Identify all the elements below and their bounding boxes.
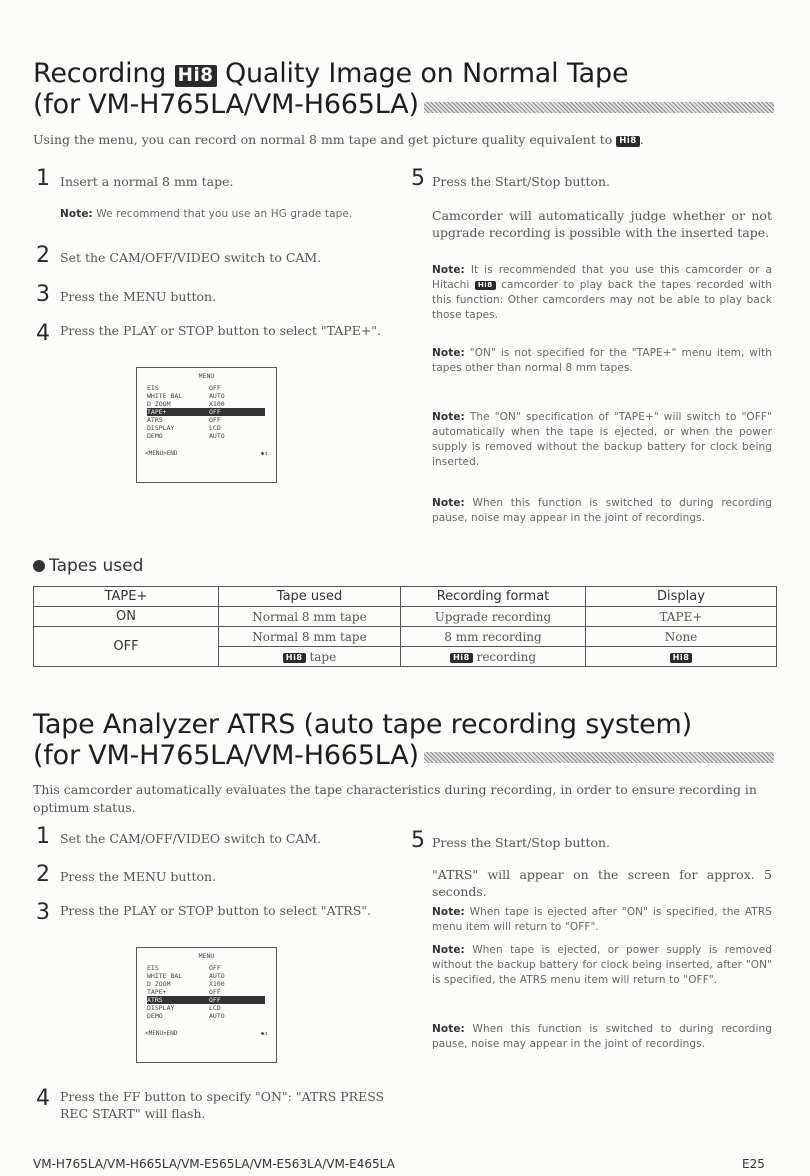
menu-key: DEMO	[147, 1012, 163, 1020]
menu-key: ATRS	[147, 996, 163, 1004]
menu-key: TAPE+	[147, 988, 167, 996]
note-label: Note:	[432, 264, 465, 276]
step-number: 5	[411, 166, 425, 191]
hi8-logo: Hi8	[283, 653, 306, 663]
note-label: Note:	[432, 1023, 465, 1035]
menu-screen	[136, 947, 277, 1063]
menu-key: WHITE BAL	[147, 392, 183, 400]
table-cell: ON	[34, 607, 219, 627]
note-label: Note:	[432, 906, 465, 918]
menu-value: AUTO	[209, 392, 225, 400]
menu-value: X100	[209, 400, 225, 408]
step-number: 1	[36, 824, 50, 849]
note-label: Note:	[432, 944, 465, 956]
cell-text: tape	[309, 649, 337, 664]
menu-row	[147, 400, 265, 408]
table-cell: TAPE+	[586, 607, 777, 627]
tapes-table	[33, 586, 777, 667]
table-cell: None	[586, 627, 777, 647]
footer-models: VM-H765LA/VM-H665LA/VM-E565LA/VM-E563LA/VM-E465LA	[33, 1157, 395, 1171]
note	[432, 905, 772, 935]
section1-intro	[33, 131, 778, 149]
table-cell: Upgrade recording	[401, 607, 586, 627]
table-cell: OFF	[34, 627, 219, 667]
menu-value: OFF	[209, 384, 221, 392]
step-text: Press the FF button to specify "ON": "ATRS PRESS REC START" will flash.	[60, 1089, 385, 1121]
hi8-logo: Hi8	[670, 653, 693, 663]
menu-value: AUTO	[209, 432, 225, 440]
menu-value: OFF	[209, 408, 221, 416]
note	[432, 346, 772, 376]
note	[432, 1022, 772, 1052]
title-text: Quality Image on Normal Tape	[216, 58, 629, 89]
menu-value: OFF	[209, 964, 221, 972]
menu-footer-left: <MENU>END	[145, 450, 178, 457]
menu-row	[147, 432, 265, 440]
hi8-logo: Hi8	[175, 65, 217, 87]
menu-value: LCD	[209, 424, 221, 432]
note-text: When this function is switched to during recording pause, noise may appear in the joint of recordings.	[432, 1023, 772, 1050]
tapes-used-heading	[33, 556, 143, 576]
note-text: camcorder to play back the tapes recorded with this function: Other camcorders may not be able to play back those tapes.	[432, 279, 772, 321]
menu-title: MENU	[198, 372, 215, 380]
note-text: When this function is switched to during recording pause, noise may appear in the joint of recordings.	[432, 497, 772, 524]
section2-intro: This camcorder automatically evaluates the tape characteristics during recording, in order to ensure recording in optimum status.	[33, 782, 757, 815]
menu-row	[147, 988, 265, 996]
menu-screen	[136, 367, 277, 483]
step-number: 2	[36, 862, 50, 887]
step-number: 5	[411, 828, 425, 853]
table-row	[34, 607, 777, 627]
menu-key: D ZOOM	[147, 400, 171, 408]
step-text: Press the Start/Stop button.	[432, 174, 611, 189]
table-cell	[401, 647, 586, 667]
menu-key: EIS	[147, 384, 159, 392]
menu-row	[147, 964, 265, 972]
menu-key: DEMO	[147, 432, 163, 440]
table-header: Tape used	[219, 587, 401, 607]
menu-row	[147, 1012, 265, 1020]
note-text: The "ON" specification of "TAPE+" will switch to "OFF" automatically when the tape is ejected, or when the power supply is removed without the backup battery for clock being inserted.	[432, 411, 772, 468]
section1-title-line2: (for VM-H765LA/VM-H665LA)	[33, 89, 419, 120]
hi8-logo: Hi8	[616, 136, 639, 146]
page-number: E25	[742, 1157, 765, 1171]
menu-value: X100	[209, 980, 225, 988]
title-rule	[424, 752, 774, 763]
step-number: 4	[36, 1086, 50, 1111]
menu-row-selected	[147, 408, 265, 416]
menu-row	[147, 980, 265, 988]
menu-row	[147, 384, 265, 392]
note-label: Note:	[432, 497, 465, 509]
table-cell	[219, 647, 401, 667]
step-text: Press the Start/Stop button.	[432, 835, 611, 850]
hi8-logo: Hi8	[475, 281, 496, 290]
note-text: We recommend that you use an HG grade tape.	[96, 208, 353, 220]
menu-key: DISPLAY	[147, 424, 175, 432]
table-cell: Normal 8 mm tape	[219, 607, 401, 627]
step-text: Insert a normal 8 mm tape.	[60, 174, 234, 189]
table-header: Display	[586, 587, 777, 607]
note	[432, 263, 772, 323]
step-text: Set the CAM/OFF/VIDEO switch to CAM.	[60, 250, 322, 265]
section2-title-line1: Tape Analyzer ATRS (auto tape recording system)	[33, 709, 692, 740]
note	[432, 410, 772, 470]
step-number: 4	[36, 321, 50, 346]
cell-text: recording	[476, 649, 537, 664]
table-cell: Normal 8 mm tape	[219, 627, 401, 647]
table-row	[34, 627, 777, 647]
intro-end: .	[639, 132, 644, 147]
step-number: 3	[36, 900, 50, 925]
table-header-row	[34, 587, 777, 607]
step-number: 1	[36, 166, 50, 191]
table-header: TAPE+	[34, 587, 219, 607]
note-label: Note:	[432, 411, 465, 423]
menu-value: AUTO	[209, 1012, 225, 1020]
step-text: Set the CAM/OFF/VIDEO switch to CAM.	[60, 831, 322, 846]
menu-footer	[145, 1030, 268, 1038]
menu-key: TAPE+	[147, 408, 167, 416]
step1-note: Note: We recommend that you use an HG grade tape.	[60, 208, 353, 220]
menu-value: OFF	[209, 416, 221, 424]
note-label: Note:	[432, 347, 465, 359]
menu-row	[147, 424, 265, 432]
bullet-icon	[33, 560, 45, 572]
step-text: Press the PLAY or STOP button to select "TAPE+".	[60, 323, 382, 338]
menu-row	[147, 416, 265, 424]
section2-title-line2: (for VM-H765LA/VM-H665LA)	[33, 740, 419, 771]
table-header: Recording format	[401, 587, 586, 607]
step5-description: "ATRS" will appear on the screen for approx. 5 seconds.	[432, 867, 772, 899]
menu-key: ATRS	[147, 416, 163, 424]
menu-key: WHITE BAL	[147, 972, 183, 980]
table-cell	[586, 647, 777, 667]
heading-text: Tapes used	[49, 556, 144, 576]
title-text: Recording	[33, 58, 175, 89]
note-text: When tape is ejected after "ON" is specified, the ATRS menu item will return to "OFF".	[432, 906, 772, 933]
note-text: When tape is ejected, or power supply is removed without the backup battery for clock being inserted, after "ON" is specified, the ATRS menu item will return to "OFF".	[432, 944, 772, 986]
section1-title-line1	[33, 58, 628, 89]
note	[432, 496, 772, 526]
step-text: Press the MENU button.	[60, 289, 217, 304]
step-text: Press the MENU button.	[60, 869, 217, 884]
menu-value: OFF	[209, 996, 221, 1004]
note-text: "ON" is not specified for the "TAPE+" menu item, with tapes other than normal 8 mm tapes.	[432, 347, 772, 374]
menu-key: D ZOOM	[147, 980, 171, 988]
intro-text: Using the menu, you can record on normal 8 mm tape and get picture quality equivalent to	[33, 132, 613, 147]
step-number: 3	[36, 282, 50, 307]
menu-row	[147, 972, 265, 980]
menu-value: AUTO	[209, 972, 225, 980]
menu-row	[147, 1004, 265, 1012]
step-text: Press the PLAY or STOP button to select "ATRS".	[60, 903, 371, 918]
menu-footer	[145, 450, 268, 458]
table-cell: 8 mm recording	[401, 627, 586, 647]
title-rule	[424, 102, 774, 113]
menu-row	[147, 392, 265, 400]
step5-description: Camcorder will automatically judge whether or not upgrade recording is possible with the inserted tape.	[432, 208, 772, 240]
note-text: It is recommended that you use this camcorder or a Hitachi	[432, 264, 772, 291]
menu-row-selected	[147, 996, 265, 1004]
hi8-logo: Hi8	[450, 653, 473, 663]
step-number: 2	[36, 243, 50, 268]
note	[432, 943, 772, 988]
menu-footer-right: ◆↕	[260, 1030, 268, 1037]
menu-key: EIS	[147, 964, 159, 972]
menu-value: LCD	[209, 1004, 221, 1012]
menu-value: OFF	[209, 988, 221, 996]
menu-footer-left: <MENU>END	[145, 1030, 178, 1037]
menu-footer-right: ◆↕	[260, 450, 268, 457]
menu-key: DISPLAY	[147, 1004, 175, 1012]
menu-title: MENU	[198, 952, 215, 960]
